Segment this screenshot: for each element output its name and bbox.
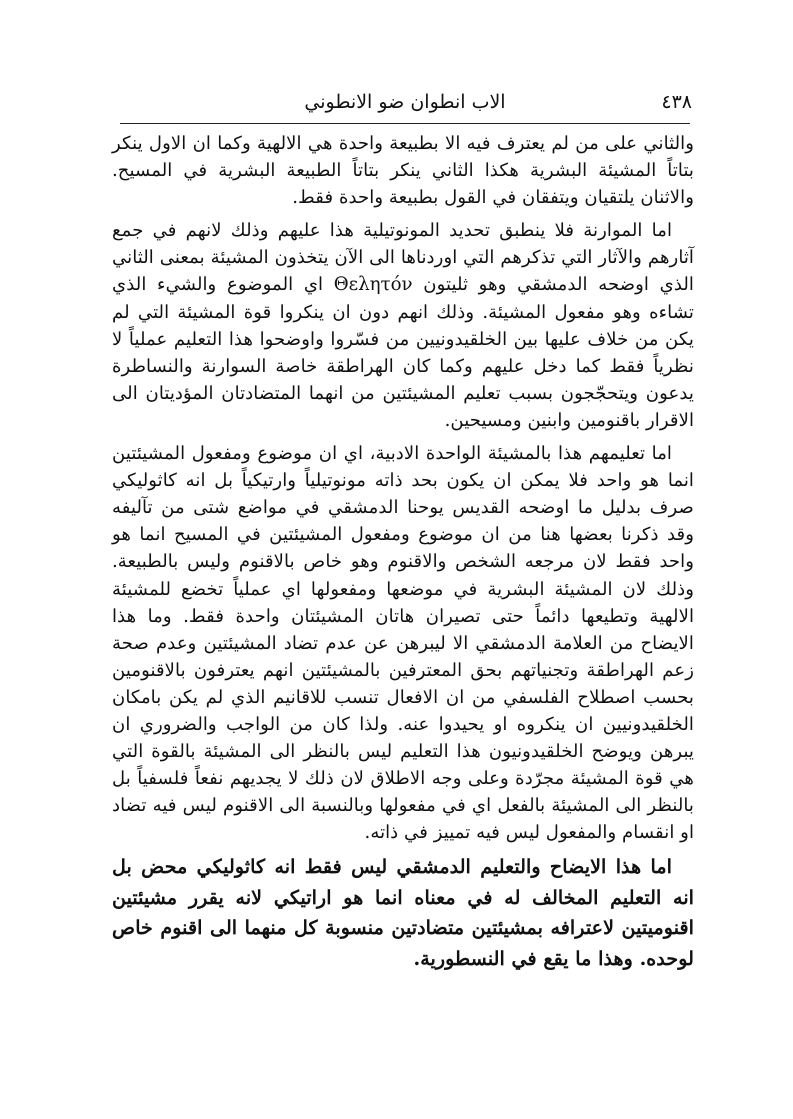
header-rule — [120, 123, 690, 124]
body-text — [112, 130, 694, 980]
page-number: ٤٣٨ — [661, 91, 692, 113]
paragraph: اما هذا الايضاح والتعليم الدمشقي ليس فقط انه كاثوليكي محض بل انه التعليم المخالف له في معناه انما هو اراتيكي لانه يقرر مشيئتين اقنوميتين لاعترافه بمشيئتين متضادتين منسوبة كل منهما الى اقنوم خاص لوحده. وهذا ما يقع في النسطورية. — [112, 855, 694, 970]
paragraph: والثاني على من لم يعترف فيه الا بطبيعة واحدة هي الالهية وكما ان الاول ينكر بتاتاً المشيئة البشرية هكذا الثاني ينكر بتاتاً الطبيعة البشرية في المسيح. والاثنان يلتقيان ويتفقان في القول بطبيعة واحدة فقط. — [112, 133, 694, 209]
running-title: الاب انطوان ضو الانطوني — [304, 91, 506, 113]
paragraph: اما تعليمهم هذا بالمشيئة الواحدة الادبية، اي ان موضوع ومفعول المشيئتين انما هو واحد فلا يمكن ان يكون بحد ذاته مونوتيلياً وارتيكياً بل انه كاثوليكي صرف بدليل ما اوضحه القديس يوحنا الدمشقي في مواضع شتى من تآليفه وقد ذكرنا بعضها هنا من ان موضوع ومفعول المشيئتين في المسيح انما هو واحد فقط لان مرجعه الشخص والاقنوم وهو خاص بالاقنوم وليس بالطبيعة. وذلك لان المشيئة البشرية في موضعها ومفعولها اي عملياً تخضع للمشيئة الالهية وتطيعها دائماً حتى تصيران هاتان المشيئتان واحدة فقط. وما هذا الايضاح من العلامة الدمشقي الا ليبرهن عن عدم تضاد المشيئتين وعدم صحة زعم الهراطقة وتجنياتهم بحق المعترفين بالمشيئتين انهم يعترفون بالاقنومين بحسب اصطلاح الفلسفي من ان الافعال تنسب للاقانيم الذي لم يكن بامكان الخلقيدونيين ان ينكروه او يحيدوا عنه. ولذا كان من الواجب والضروري ان يبرهن ويوضح الخلقيدونيون هذا التعليم ليس بالنظر الى المشيئة بالقوة التي هي قوة المشيئة مجرّدة وعلى وجه الاطلاق لان ذلك لا يجديهم نفعاً فلسفياً بل بالنظر الى المشيئة بالفعل اي في مفعولها وبالنسبة الى الاقنوم ليس فيه تضاد او انقسام والمفعول ليس فيه تمييز في ذاته. — [112, 443, 694, 844]
paragraph: اما الموارنة فلا ينطبق تحديد المونوتيلية هذا عليهم وذلك لانهم في جمع آثارهم والآثار التي تذكرهم التي اوردناها الى الآن يتخذون المشيئة بمعنى الثاني الذي اوضحه الدمشقي وهو ثليتون Θελητόν اي الموضوع والشيء الذي تشاءه وهو مفعول المشيئة. وذلك انهم دون ان ينكروا قوة المشيئة التي لم يكن من خلاف عليها بين الخلقيدونيين من فسّروا واوضحوا هذا التعليم عملياً لا نظرياً فقط كما دخل عليهم وكما كان الهراطقة خاصة السوارنة والنساطرة يدعون ويتحجّجون بسبب تعليم المشيئتين من انهما المتضادتان المؤديتان الى الاقرار باقنومين وابنين ومسيحين. — [112, 220, 694, 431]
page-header — [118, 86, 692, 120]
